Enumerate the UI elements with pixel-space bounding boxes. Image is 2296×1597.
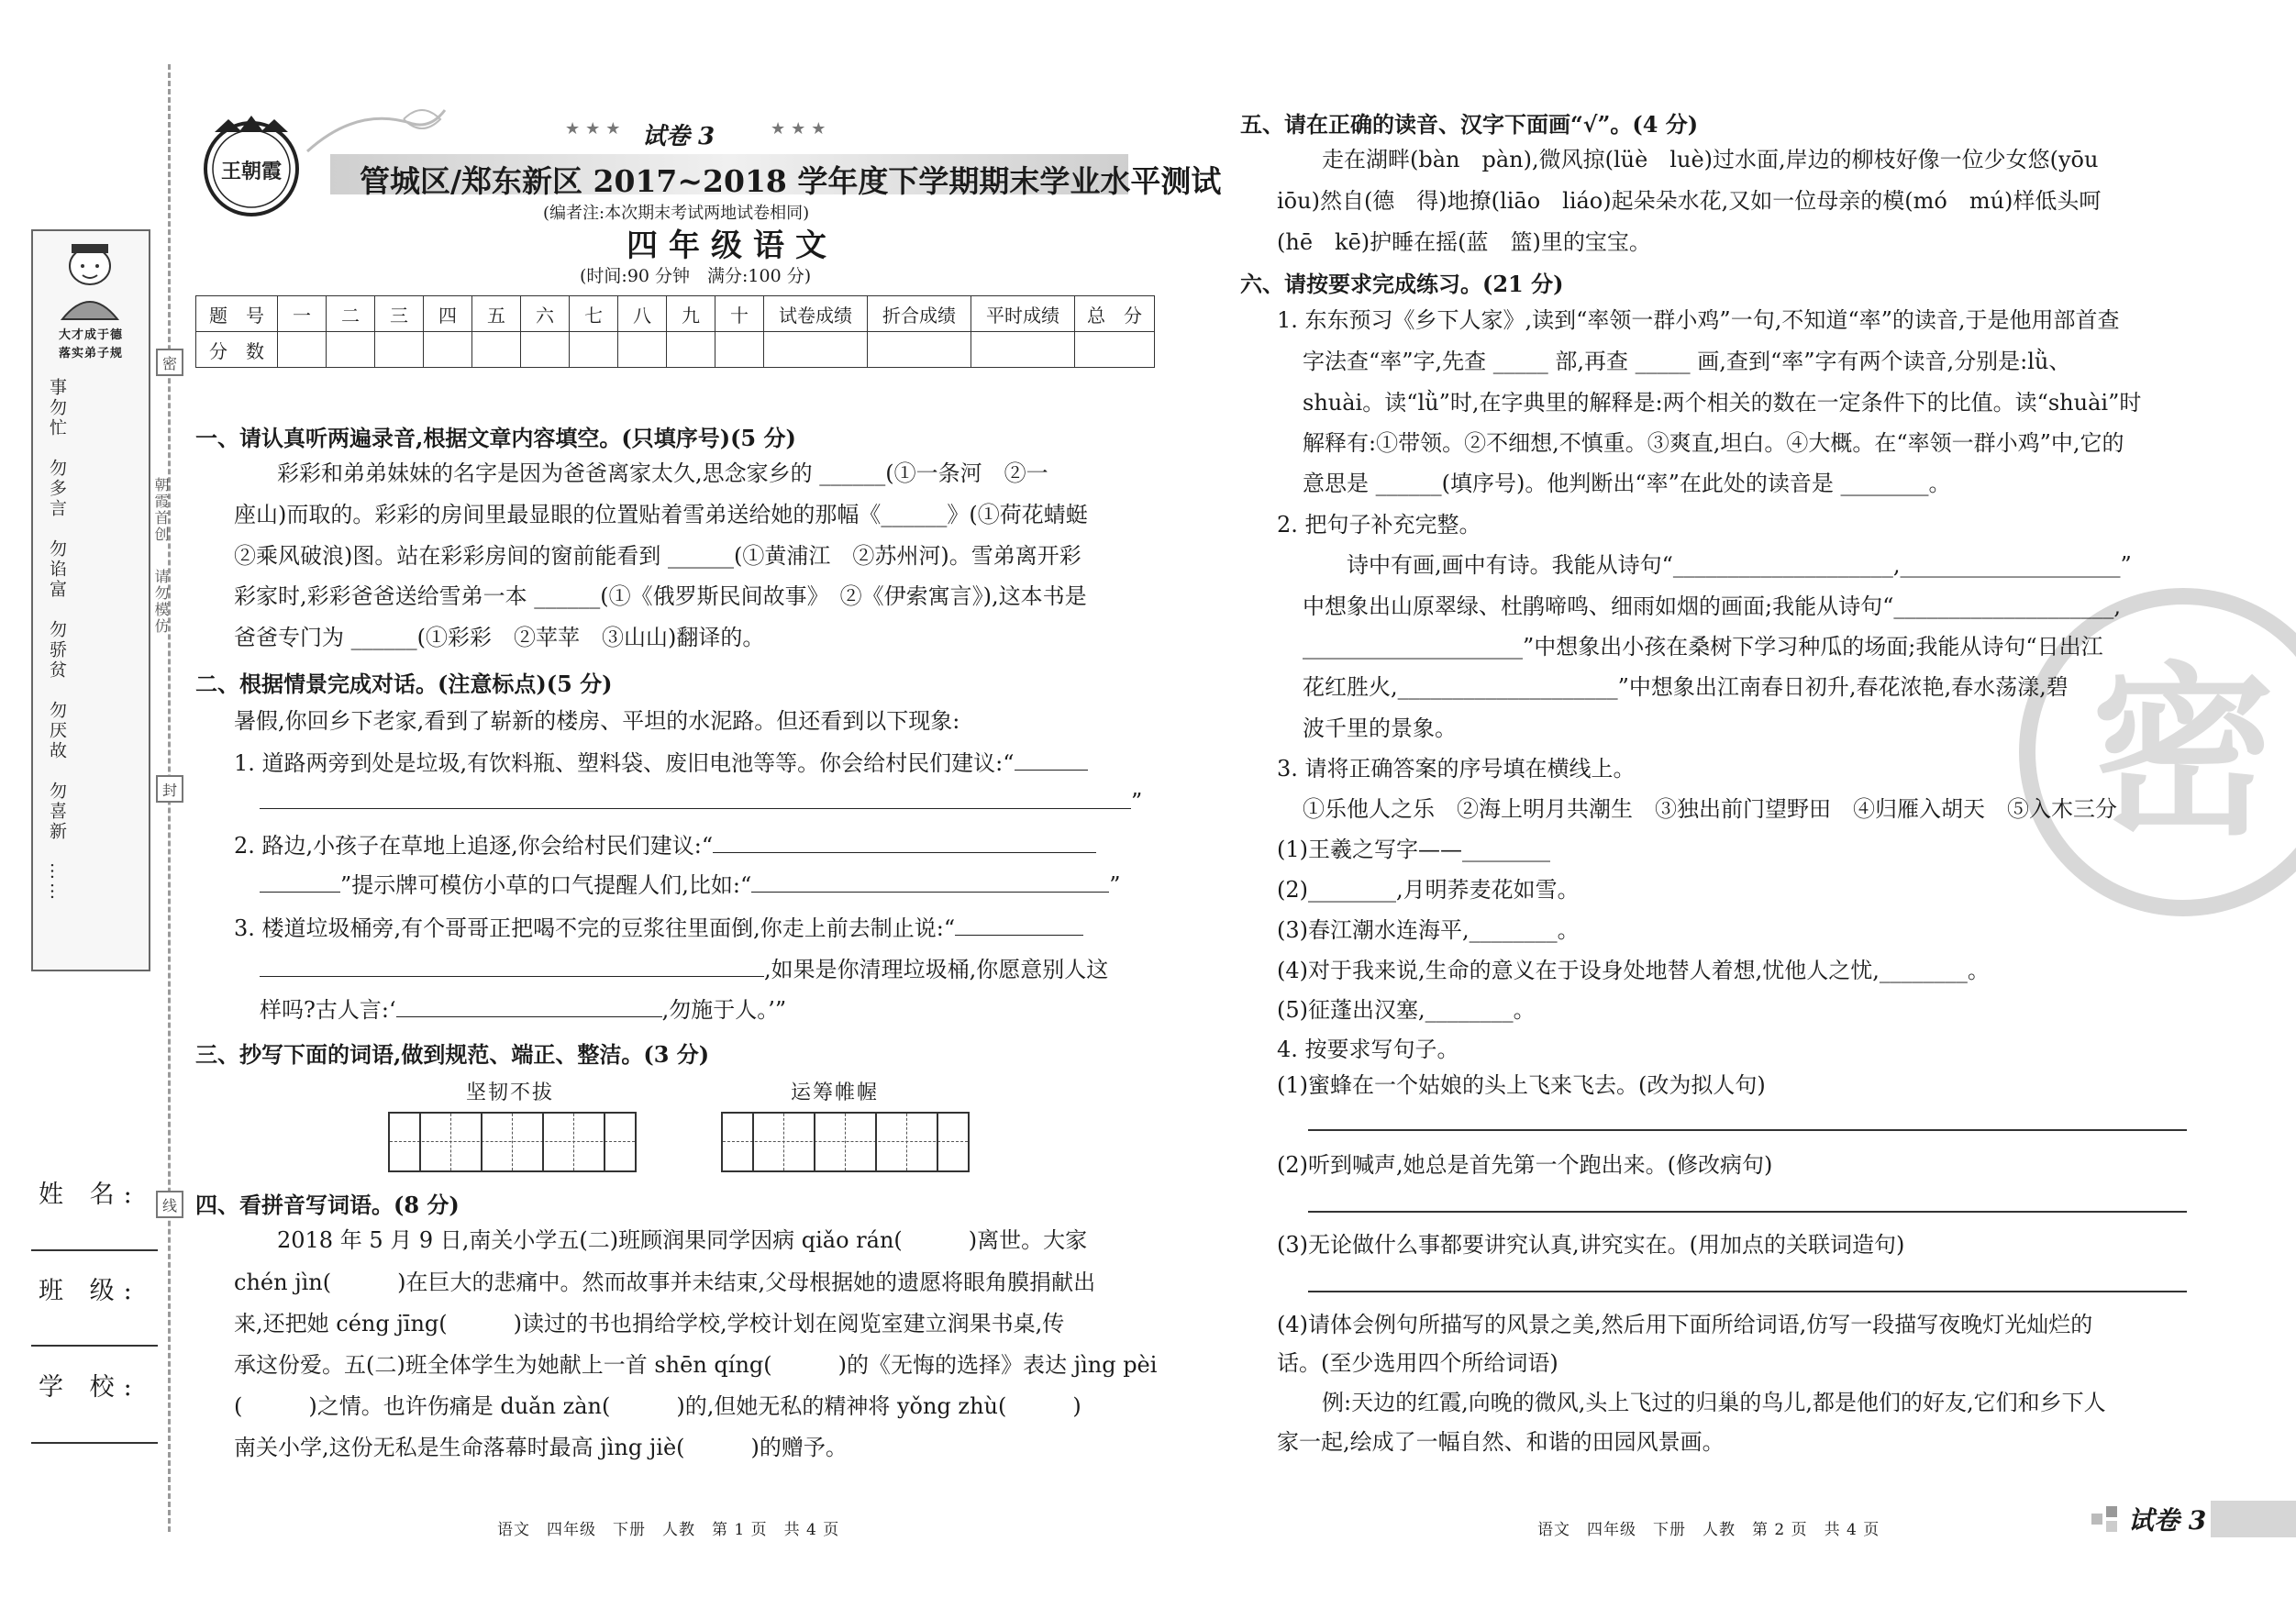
score-cell: 二	[327, 296, 375, 332]
section6-q4-item: (2)听到喊声,她总是首先第一个跑出来。(修改病句)	[1277, 1152, 1773, 1178]
score-input[interactable]	[375, 332, 424, 368]
score-input[interactable]	[715, 332, 764, 368]
school-label: 学 校:	[39, 1373, 141, 1402]
subject-title: 四年级语文	[627, 227, 837, 264]
tag-stars-left: ★★★	[565, 119, 627, 139]
section2-q2-end: ”	[1109, 872, 1121, 898]
section6-q3-item: (1)王羲之写字——________	[1277, 837, 1550, 862]
score-cell: 十	[715, 296, 764, 332]
score-input[interactable]	[764, 332, 868, 368]
section1-line: ②乘风破浪)图。站在彩彩房间的窗前能看到 ______(①黄浦江 ②苏州河)。雪弟离开彩	[234, 543, 1081, 569]
score-cell: 平时成绩	[971, 296, 1075, 332]
section2-q3-text: 3. 楼道垃圾桶旁,有个哥哥正把喝不完的豆浆往里面倒,你走上前去制止说:“	[234, 915, 956, 941]
section4-line: 2018 年 5 月 9 日,南关小学五(二)班顾润果同学因病 qiǎo rán( )离世。大家	[277, 1227, 1088, 1253]
score-input[interactable]	[667, 332, 715, 368]
section5-heading: 五、请在正确的读音、汉字下面画“√”。(4 分)	[1240, 111, 1699, 138]
score-cell: 七	[570, 296, 618, 332]
score-table	[195, 295, 1155, 368]
section6-q1-line: 字法查“率”字,先查 _____ 部,再查 _____ 画,查到“率”字有两个读音,分别是:lǜ、	[1303, 349, 2071, 374]
section2-q3-line3b: ,勿施于人。’”	[661, 997, 787, 1023]
answer-blank[interactable]	[260, 786, 1131, 809]
section2-q2-line2-text: ”提示牌可模仿小草的口气提醒人们,比如:“	[340, 872, 752, 898]
name-field[interactable]	[31, 1249, 158, 1251]
section6-q4-4-line: 家一起,绘成了一幅自然、和谐的田园风景画。	[1277, 1429, 1725, 1455]
score-cell: 五	[472, 296, 521, 332]
section5-line: 走在湖畔(bàn pàn),微风掠(lüè luè)过水面,岸边的柳枝好像一位少女悠(yōu	[1322, 147, 2099, 172]
section2-q3	[234, 913, 1083, 943]
section4-heading: 四、看拼音写词语。(8 分)	[195, 1192, 460, 1218]
score-cell: 总 分	[1075, 296, 1155, 332]
score-cell: 六	[521, 296, 570, 332]
score-cell: 题 号	[196, 296, 278, 332]
section2-q1-end: ”	[1131, 789, 1143, 815]
section6-q1-line: 解释有:①带领。②不细想,不慎重。③爽直,坦白。④大概。在“率领一群小鸡”中,它的	[1303, 430, 2124, 456]
section1-line: 彩家时,彩彩爸爸送给雪弟一本 ______(①《俄罗斯民间故事》 ②《伊索寓言》),这本书是	[234, 583, 1087, 609]
motto-panel	[31, 229, 150, 971]
slogan-1: 大才成于德	[58, 328, 123, 342]
section6-q2-line: 中想象出山原翠绿、杜鹃啼鸣、细雨如烟的画面;我能从诗句“____________________,	[1303, 593, 2121, 619]
margin-note-2: 请勿模仿	[152, 569, 170, 635]
score-input[interactable]	[327, 332, 375, 368]
tag-stars-right: ★★★	[771, 119, 832, 139]
score-cell: 试卷成绩	[764, 296, 868, 332]
time-info: (时间:90 分钟 满分:100 分)	[580, 266, 812, 286]
answer-blank[interactable]	[713, 830, 1096, 853]
section6-q4-4-line: 例:天边的红霞,向晚的微风,头上飞过的归巢的鸟儿,都是他们的好友,它们和乡下人	[1322, 1390, 2106, 1415]
section6-q4-item: (3)无论做什么事都要讲究认真,讲究实在。(用加点的关联词造句)	[1277, 1232, 1905, 1258]
seal-mark-2: 封	[156, 775, 183, 803]
section3-heading: 三、抄写下面的词语,做到规范、端正、整洁。(3 分)	[195, 1041, 710, 1068]
section6-q1-line: 意思是 ______(填序号)。他判断出“率”在此处的读音是 ________。	[1303, 471, 1951, 496]
score-input[interactable]	[472, 332, 521, 368]
section2-q3-line2	[260, 954, 1108, 984]
section6-q2-line: 诗中有画,画中有诗。我能从诗句“____________________,____________________”	[1347, 552, 2132, 578]
section4-line: chén jìn( )在巨大的悲痛中。然而故事并未结束,父母根据她的遗愿将眼角膜捐献出	[234, 1270, 1096, 1295]
section1-heading: 一、请认真听两遍录音,根据文章内容填空。(只填序号)(5 分)	[195, 425, 796, 451]
class-label: 班 级:	[39, 1277, 141, 1305]
section6-q2-line: ____________________”中想象出小孩在桑树下学习种瓜的场面;我能从诗句“日出江	[1303, 634, 2103, 660]
section5-line: (hē kē)护睡在摇(蓝 篮)里的宝宝。	[1277, 229, 1651, 255]
section2-q2	[234, 830, 1096, 860]
section2-intro: 暑假,你回乡下老家,看到了崭新的楼房、平坦的水泥路。但还看到以下现象:	[234, 708, 960, 734]
section4-line: 来,还把她 céng jīng( )读过的书也捐给学校,学校计划在阅览室建立润果书桌,传	[234, 1311, 1065, 1336]
seal-glyph: 密	[2091, 645, 2276, 860]
section4-line: 承这份爱。五(二)班全体学生为她献上一首 shēn qíng( )的《无悔的选择》表达 jìng pèi	[234, 1352, 1158, 1378]
section6-heading: 六、请按要求完成练习。(21 分)	[1240, 271, 1564, 297]
ribbon-decoration-icon	[303, 101, 449, 156]
section1-line: 彩彩和弟弟妹妹的名字是因为爸爸离家太久,思念家乡的 ______(①一条河 ②一	[277, 460, 1048, 486]
score-cell: 八	[618, 296, 667, 332]
section6-q4-4-line: 话。(至少选用四个所给词语)	[1277, 1350, 1558, 1376]
answer-line[interactable]	[1308, 1291, 2187, 1292]
score-input[interactable]	[971, 332, 1075, 368]
corner-label: 试卷 3	[2128, 1505, 2207, 1536]
section6-q2-line: 波千里的景象。	[1303, 715, 1457, 741]
editor-note: (编者注:本次期末考试两地试卷相同)	[543, 204, 810, 223]
section6-q2-line: 花红胜火,____________________”中想象出江南春日初升,春花浓艳,春水荡漾,碧	[1303, 674, 2069, 700]
section1-line: 爸爸专门为 ______(①彩彩 ②苹苹 ③山山)翻译的。	[234, 625, 765, 650]
writing-grid-1[interactable]	[388, 1112, 637, 1172]
score-input[interactable]	[424, 332, 472, 368]
section6-q2-title: 2. 把句子补充完整。	[1277, 512, 1481, 538]
score-input[interactable]	[521, 332, 570, 368]
exam-tag: 试卷 3	[642, 123, 715, 150]
section6-q4-title: 4. 按要求写句子。	[1277, 1037, 1459, 1062]
section2-q1-text: 1. 道路两旁到处是垃圾,有饮料瓶、塑料袋、废旧电池等等。你会给村民们建议:“	[234, 750, 1015, 776]
score-input[interactable]	[868, 332, 971, 368]
copy-word-2: 运筹帷幄	[791, 1081, 880, 1104]
section2-q1	[234, 748, 1088, 778]
name-label: 姓 名:	[39, 1181, 141, 1209]
section1-line: 座山)而取的。彩彩的房间里最显眼的位置贴着雪弟送给她的那幅《______》(①荷花蜻蜓	[234, 502, 1088, 527]
section6-q4-4-line: (4)请体会例句所描写的风景之美,然后用下面所给词语,仿写一段描写夜晚灯光灿烂的	[1277, 1312, 2093, 1337]
seal-mark-3: 线	[156, 1191, 183, 1218]
section2-q2-text: 2. 路边,小孩子在草地上追逐,你会给村民们建议:“	[234, 833, 714, 859]
copy-word-1: 坚韧不拔	[466, 1081, 555, 1104]
score-row-label: 分 数	[196, 332, 278, 368]
answer-blank[interactable]	[260, 870, 340, 893]
section2-q3-line3	[260, 994, 786, 1025]
answer-blank[interactable]	[955, 913, 1083, 936]
section6-q3-options: ①乐他人之乐 ②海上明月共潮生 ③独出前门望野田 ④归雁入胡天 ⑤入木三分	[1303, 796, 2117, 822]
margin-note-1: 朝霞首创	[152, 477, 170, 543]
score-cell: 九	[667, 296, 715, 332]
section6-q3-item: (3)春江潮水连海平,________。	[1277, 917, 1580, 943]
answer-blank[interactable]	[396, 994, 662, 1017]
section6-q3-item: (4)对于我来说,生命的意义在于设身处地替人着想,忧他人之忧,________。	[1277, 958, 1990, 983]
answer-line[interactable]	[1308, 1211, 2187, 1213]
score-input[interactable]	[570, 332, 618, 368]
section2-q3-line2-text: ,如果是你清理垃圾桶,你愿意别人这	[764, 957, 1109, 982]
slogan-2: 落实弟子规	[58, 347, 123, 360]
answer-blank[interactable]	[1015, 748, 1088, 771]
scholar-cartoon-icon	[40, 238, 139, 321]
score-cell: 三	[375, 296, 424, 332]
score-input[interactable]	[1075, 332, 1155, 368]
school-field[interactable]	[31, 1442, 158, 1444]
section6-q3-item: (2)________,月明荞麦花如雪。	[1277, 877, 1580, 903]
motto-text: 事勿忙 勿多言 勿谄富 勿骄贫 勿厌故 勿喜新 ……	[47, 378, 67, 903]
score-cell: 折合成绩	[868, 296, 971, 332]
section6-q1-line: 1. 东东预习《乡下人家》,读到“率领一群小鸡”一句,不知道“率”的读音,于是他用部首查	[1277, 307, 2120, 333]
footer-left: 语文 四年级 下册 人教 第 1 页 共 4 页	[497, 1521, 840, 1539]
exam-title: 管城区/郑东新区 2017~2018 学年度下学期期末学业水平测试	[360, 163, 1222, 199]
section6-q3-title: 3. 请将正确答案的序号填在横线上。	[1277, 756, 1636, 782]
seal-mark-1: 密	[156, 349, 183, 376]
score-table-header-row	[196, 296, 1155, 332]
score-cell: 一	[278, 296, 327, 332]
section4-line: 南关小学,这份无私是生命落幕时最高 jìng jiè( )的赠予。	[234, 1435, 848, 1460]
score-table-score-row	[196, 332, 1155, 368]
writing-grid-2[interactable]	[721, 1112, 970, 1172]
section6-q1-line: shuài。读“lǜ”时,在字典里的解释是:两个相关的数在一定条件下的比值。读“shuài”时	[1303, 390, 2142, 416]
section6-q3-item: (5)征蓬出汉塞,________。	[1277, 997, 1536, 1023]
answer-line[interactable]	[1308, 1129, 2187, 1131]
section6-q4-item: (1)蜜蜂在一个姑娘的头上飞来飞去。(改为拟人句)	[1277, 1072, 1766, 1098]
score-cell: 四	[424, 296, 472, 332]
brand-logo	[196, 110, 306, 220]
section2-q2-line2	[260, 870, 1121, 900]
score-input[interactable]	[278, 332, 327, 368]
logo-text: 王朝霞	[220, 160, 283, 183]
score-input[interactable]	[618, 332, 667, 368]
section2-q3-line3a: 样吗?古人言:‘	[260, 997, 396, 1023]
answer-blank[interactable]	[260, 954, 764, 977]
answer-blank[interactable]	[751, 870, 1109, 893]
footer-right: 语文 四年级 下册 人教 第 2 页 共 4 页	[1537, 1521, 1880, 1539]
section5-line: iōu)然自(德 得)地撩(liāo liáo)起朵朵水花,又如一位母亲的模(mó mú)样低头呵	[1277, 188, 2102, 214]
section2-q1-line2	[260, 786, 1142, 816]
section4-line: ( )之情。也许伤痛是 duǎn zàn( )的,但她无私的精神将 yǒng zhù( )	[234, 1393, 1081, 1419]
section2-heading: 二、根据情景完成对话。(注意标点)(5 分)	[195, 671, 613, 697]
class-field[interactable]	[31, 1345, 158, 1347]
